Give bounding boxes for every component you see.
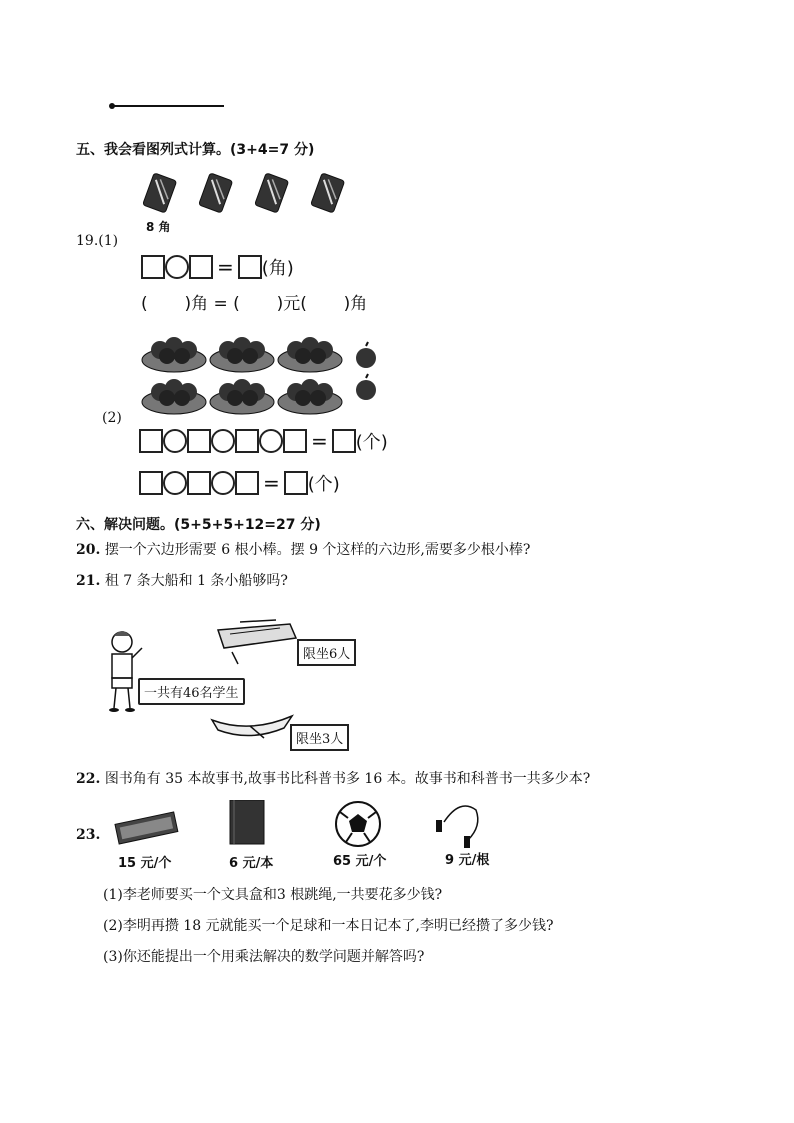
q23-item-icons: [110, 800, 510, 848]
price-soccer-ball: 65 元/个: [333, 854, 387, 869]
unit-jiao: (角): [261, 258, 294, 279]
operator-circle[interactable]: [163, 471, 187, 495]
equals-sign: =: [311, 429, 328, 453]
q19-part2-equation2: [139, 470, 340, 496]
q22: [76, 768, 590, 788]
q19-number: [76, 233, 118, 249]
answer-box[interactable]: [139, 471, 163, 495]
apple-plate-icon: [210, 337, 274, 372]
conv-jiao2: )角: [343, 294, 368, 314]
q21-text: 租 7 条大船和 1 条小船够吗?: [104, 573, 288, 589]
eraser-icon: [199, 173, 233, 213]
price-pencil-box: 15 元/个: [118, 856, 172, 871]
answer-box[interactable]: [332, 429, 356, 453]
q20: [76, 539, 530, 559]
answer-box[interactable]: [139, 429, 163, 453]
answer-box[interactable]: [141, 255, 165, 279]
apple-plate-icon: [142, 379, 206, 414]
apple-plate-icon: [278, 337, 342, 372]
unit-ge: (个): [355, 432, 388, 453]
soccer-ball-icon: [336, 802, 380, 846]
apple-plate-icon: [278, 379, 342, 414]
big-boat-sign: 限坐6人: [297, 639, 356, 666]
operator-circle[interactable]: [259, 429, 283, 453]
apple-plate-icon: [210, 379, 274, 414]
eraser-icon: [255, 173, 289, 213]
equals-sign: =: [217, 255, 234, 279]
conv-jiao: )角 = (: [184, 294, 240, 314]
conv-open: (: [141, 294, 148, 314]
q19-part1-equation: [141, 254, 294, 280]
q23-sub2: (2)李明再攒 18 元就能买一个足球和一本日记本了,李明已经攒了多少钱?: [103, 918, 554, 934]
q23-sub1: (1)李老师要买一个文具盒和3 根跳绳,一共要花多少钱?: [103, 887, 443, 903]
q21-number: 21.: [76, 573, 101, 589]
answer-box[interactable]: [283, 429, 307, 453]
eraser-icon: [143, 173, 177, 213]
q20-number: 20.: [76, 542, 101, 558]
equals-sign: =: [263, 471, 280, 495]
apple-icon: [356, 380, 376, 400]
pencil-box-icon: [115, 812, 178, 844]
q23-number: 23.: [76, 827, 101, 843]
q21: [76, 570, 288, 590]
answer-box[interactable]: [235, 429, 259, 453]
answer-box[interactable]: [187, 471, 211, 495]
eraser-price-caption: 8 角: [146, 220, 171, 234]
answer-box[interactable]: [187, 429, 211, 453]
small-boat-icon: [212, 716, 292, 738]
answer-box[interactable]: [238, 255, 262, 279]
eraser-icons: [140, 170, 370, 220]
unit-ge: (个): [307, 474, 340, 495]
notebook-icon: [230, 800, 264, 844]
answer-box[interactable]: [284, 471, 308, 495]
student-speech-bubble: 一共有46名学生: [138, 678, 245, 705]
line-segment-icon: [108, 98, 248, 118]
section5-title: 五、我会看图列式计算。(3+4=7 分): [76, 142, 315, 158]
operator-circle[interactable]: [163, 429, 187, 453]
eraser-group: [140, 170, 370, 220]
apple-icon: [356, 348, 376, 368]
stray-line: [108, 98, 248, 118]
jump-rope-icon: [436, 806, 478, 848]
q19-part2-equation1: [139, 428, 388, 454]
q19-part1-label: (1): [98, 233, 119, 249]
q23-items-picture: [110, 800, 510, 848]
small-boat-sign: 限坐3人: [290, 724, 349, 751]
operator-circle[interactable]: [165, 255, 189, 279]
q20-text: 摆一个六边形需要 6 根小棒。摆 9 个这样的六边形,需要多少根小棒?: [104, 542, 531, 558]
operator-circle[interactable]: [211, 471, 235, 495]
apple-plate-icon: [142, 337, 206, 372]
q22-text: 图书角有 35 本故事书,故事书比科普书多 16 本。故事书和科普书一共多少本?: [104, 771, 591, 787]
q23-sub3: (3)你还能提出一个用乘法解决的数学问题并解答吗?: [103, 949, 425, 965]
big-boat-icon: [218, 620, 296, 664]
q19-conversion-row: [141, 289, 367, 314]
apple-plates-picture: [138, 330, 388, 420]
q22-number: 22.: [76, 771, 101, 787]
q19-part2-label: (2): [102, 410, 122, 426]
section6-title: 六、解决问题。(5+5+5+12=27 分): [76, 517, 321, 533]
answer-box[interactable]: [189, 255, 213, 279]
q19-number-text: 19.: [76, 233, 99, 249]
price-jump-rope: 9 元/根: [445, 853, 490, 868]
answer-box[interactable]: [235, 471, 259, 495]
price-notebook: 6 元/本: [229, 856, 274, 871]
conv-yuan: )元(: [276, 294, 307, 314]
apple-plate-icons: [138, 330, 388, 420]
eraser-icon: [311, 173, 345, 213]
operator-circle[interactable]: [211, 429, 235, 453]
